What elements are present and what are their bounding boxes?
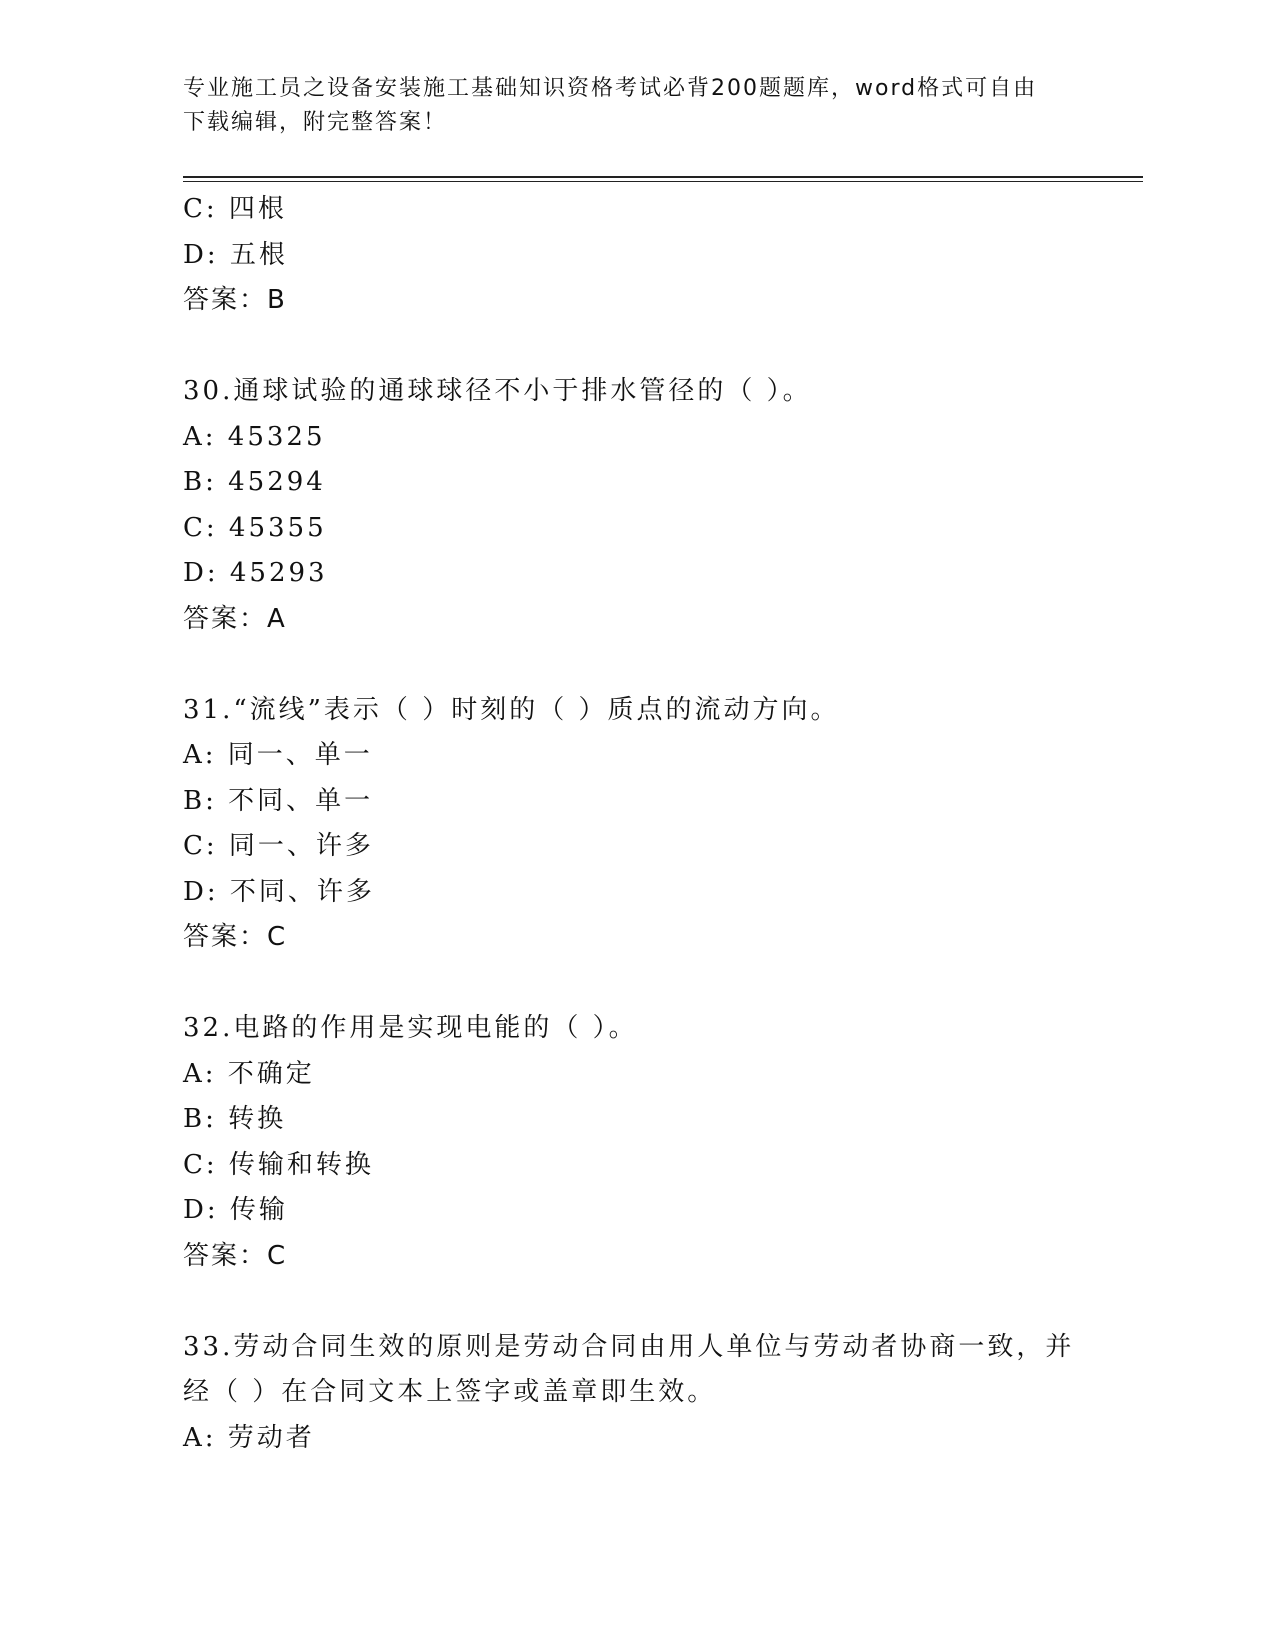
answer-line: 答案：C xyxy=(183,922,288,952)
option-c: C: 传输和转换 xyxy=(183,1149,374,1180)
question-list xyxy=(183,187,1083,1461)
question-text: 32.电路的作用是实现电能的（ ）。 xyxy=(183,1013,638,1043)
header-title-line-2: 下载编辑，附完整答案！ xyxy=(183,110,448,135)
question-block-33 xyxy=(183,1325,1083,1462)
header-rule-thick xyxy=(183,176,1143,178)
answer-line: 答案：A xyxy=(183,603,287,634)
answer-line: 答案：C xyxy=(183,1240,288,1271)
question-block-30 xyxy=(183,369,1083,642)
spacer xyxy=(183,324,1083,370)
question-text-line-2: 经（ ）在合同文本上签字或盖章即生效。 xyxy=(183,1377,717,1407)
question-text-line-1: 33.劳动合同生效的原则是劳动合同由用人单位与劳动者协商一致，并 xyxy=(183,1331,1075,1362)
option-b: B: 不同、单一 xyxy=(183,785,374,816)
spacer xyxy=(183,642,1083,688)
option-a: A: 劳动者 xyxy=(183,1422,315,1453)
option-d: D: 传输 xyxy=(183,1195,288,1225)
option-b: B: 转换 xyxy=(183,1104,287,1134)
option-a: A: 同一、单一 xyxy=(183,740,373,770)
option-c: C: 45355 xyxy=(183,512,327,543)
option-d: D: 45293 xyxy=(183,558,328,588)
document-header xyxy=(183,72,1063,140)
option-d: D: 五根 xyxy=(183,239,288,270)
option-a: A: 不确定 xyxy=(183,1058,315,1089)
option-a: A: 45325 xyxy=(183,421,326,452)
question-text: 31.“流线”表示（ ）时刻的（ ）质点的流动方向。 xyxy=(183,694,840,725)
option-c: C: 同一、许多 xyxy=(183,831,374,861)
question-block-31 xyxy=(183,688,1083,961)
question-block-32 xyxy=(183,1006,1083,1279)
option-b: B: 45294 xyxy=(183,467,326,497)
spacer xyxy=(183,961,1083,1007)
header-rule-thin xyxy=(183,181,1143,182)
question-text: 30.通球试验的通球球径不小于排水管径的（ ）。 xyxy=(183,376,812,406)
option-d: D: 不同、许多 xyxy=(183,876,375,907)
header-title-line-1: 专业施工员之设备安装施工基础知识资格考试必背200题题库，word格式可自由 xyxy=(183,76,1038,101)
spacer xyxy=(183,1279,1083,1325)
option-c: C: 四根 xyxy=(183,194,287,224)
question-block-29 xyxy=(183,187,1083,324)
answer-line: 答案：B xyxy=(183,285,287,315)
